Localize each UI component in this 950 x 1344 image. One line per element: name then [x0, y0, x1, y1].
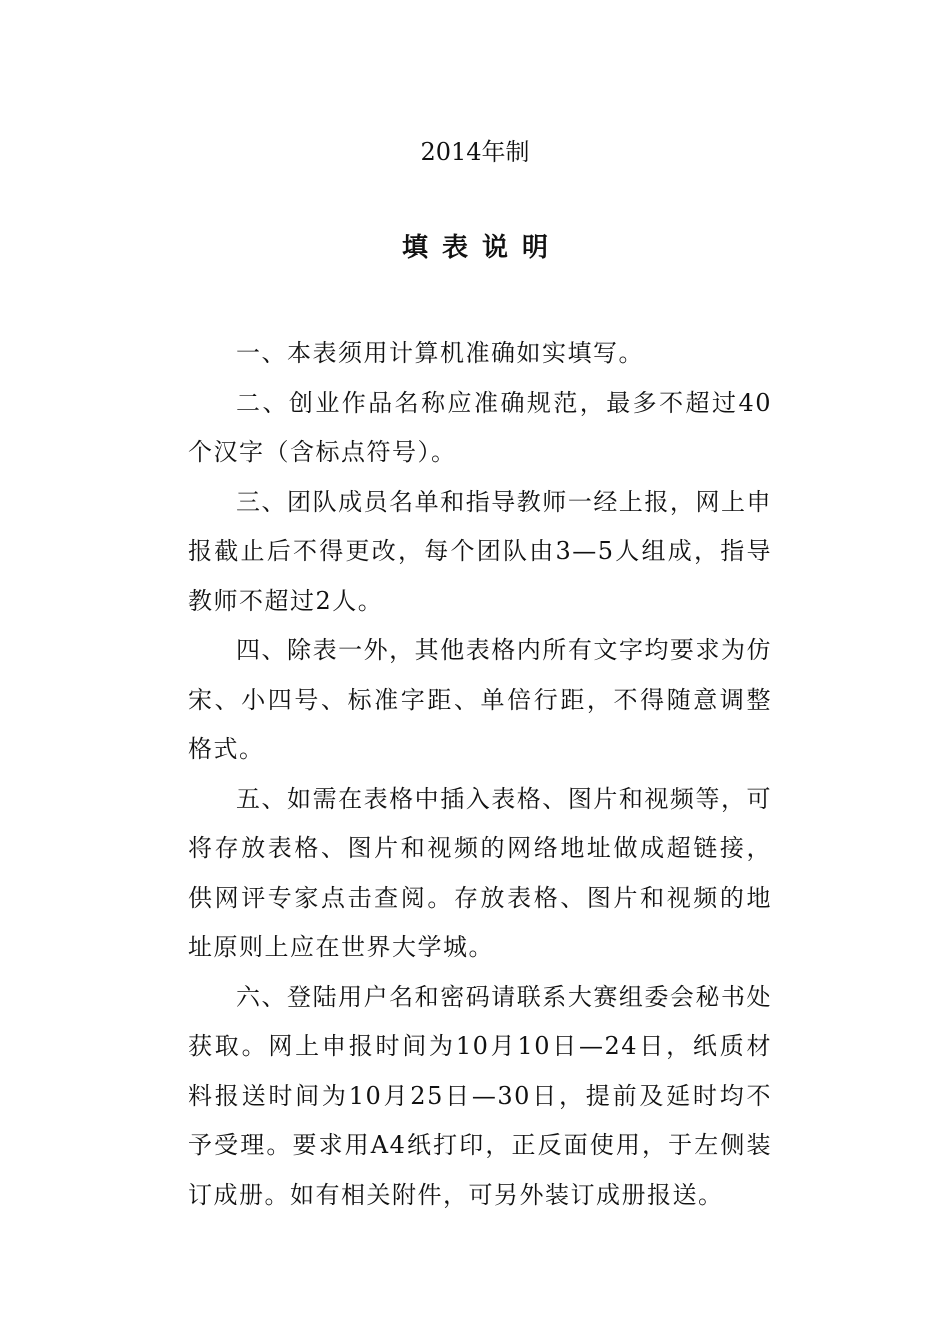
instructions-list	[188, 329, 772, 1220]
instruction-item-2: 二、创业作品名称应准确规范，最多不超过40个汉字（含标点符号）。	[188, 388, 772, 466]
instruction-item-1: 一、本表须用计算机准确如实填写。	[236, 339, 644, 367]
instruction-item-6: 六、登陆用户名和密码请联系大赛组委会秘书处获取。网上申报时间为10月10日—24日，纸质材料报送时间为10月25日—30日，提前及延时均不予受理。要求用A4纸打印，正反面使用，于左侧装订成册。如有相关附件，可另外装订成册报送。	[188, 982, 772, 1209]
page-title: 填表说明	[401, 233, 562, 263]
instruction-item-4: 四、除表一外，其他表格内所有文字均要求为仿宋、小四号、标准字距、单倍行距，不得随意调整格式。	[188, 636, 772, 763]
instruction-item-5: 五、如需在表格中插入表格、图片和视频等，可将存放表格、图片和视频的网络地址做成超链接，供网评专家点击查阅。存放表格、图片和视频的地址原则上应在世界大学城。	[188, 784, 772, 961]
instruction-item-3: 三、团队成员名单和指导教师一经上报，网上申报截止后不得更改，每个团队由3—5人组成，指导教师不超过2人。	[188, 487, 772, 615]
year-note: 2014年制	[420, 138, 530, 166]
